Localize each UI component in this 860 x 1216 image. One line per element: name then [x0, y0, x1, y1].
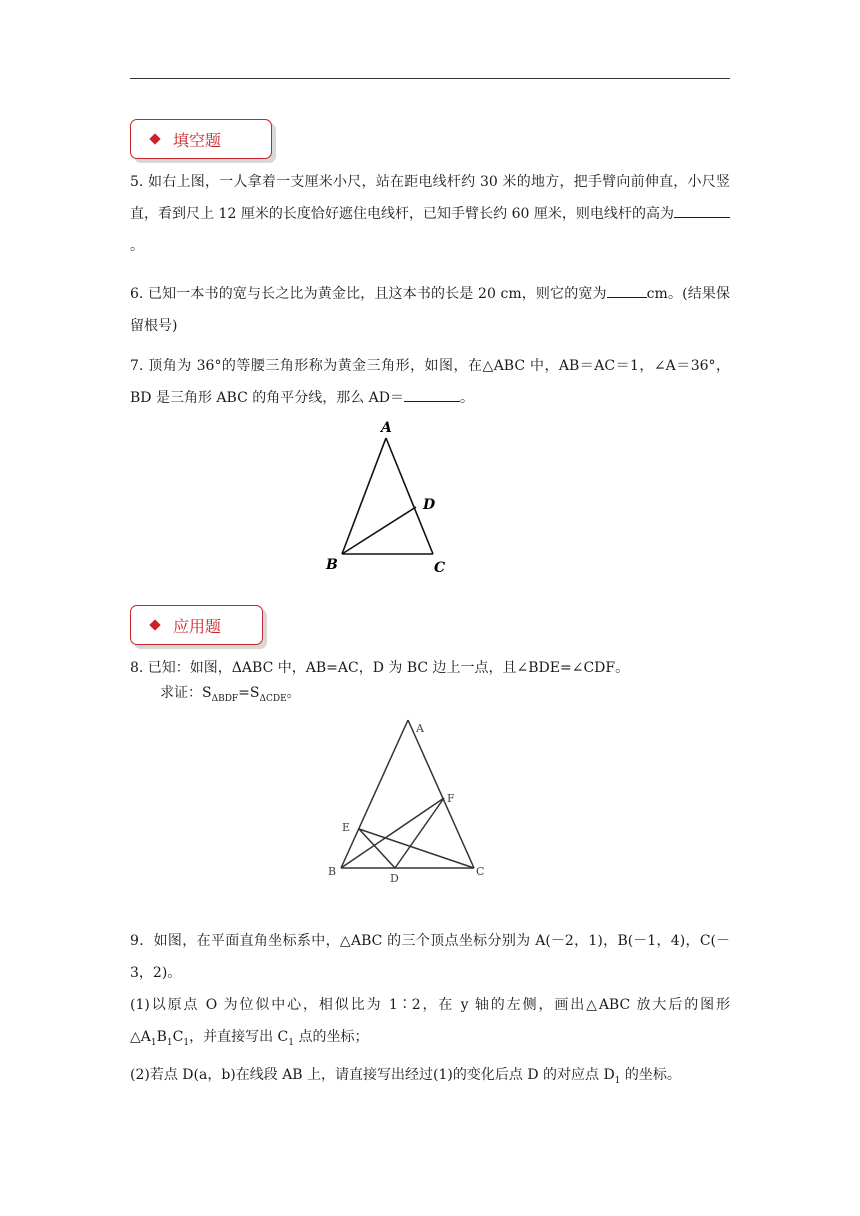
- section-title: 填空题: [173, 130, 222, 150]
- segment-ac: [386, 438, 433, 554]
- label-e: E: [342, 821, 351, 834]
- question-8: 8. 已知：如图，ΔABC 中，AB=AC，D 为 BC 边上一点，且∠BDE=∠CDF。 求证：$S_{\Delta BDF}=S_{\Delta CDE}$。: [130, 652, 730, 712]
- label-a: A: [381, 420, 392, 436]
- label-b: B: [326, 557, 338, 573]
- label-d: D: [390, 872, 399, 885]
- label-c: C: [476, 865, 485, 878]
- label-d: D: [423, 497, 436, 513]
- prove-statement: 求证：$S_{\Delta BDF}=S_{\Delta CDE}$。: [160, 685, 301, 704]
- diamond-icon: [149, 619, 160, 630]
- figure-triangle-abc: [320, 412, 460, 582]
- segment-ab: [342, 438, 386, 554]
- question-9-part-1: (1)以原点 O 为位似中心，相似比为 1∶2，在 y 轴的左侧，画出△ABC 放大后的图形$\triangle A_1B_1C_1$，并直接写出 $C_1$ 点的坐标；: [130, 997, 730, 1048]
- question-6: 6. 已知一本书的宽与长之比为黄金比，且这本书的长是 20 cm，则它的宽为 cm。(结果保留根号): [130, 278, 730, 342]
- answer-blank: [607, 282, 647, 298]
- answer-blank: [674, 202, 730, 218]
- figure-triangle-abc-def: [322, 712, 502, 892]
- label-b: B: [328, 865, 337, 878]
- section-tag-fill-in: [130, 119, 272, 159]
- label-a: A: [416, 722, 424, 735]
- question-9-part-2: (2)若点 D(a，b)在线段 AB 上，请直接写出经过(1)的变化后点 D 的对应点 $D_1$ 的坐标。: [130, 1066, 681, 1086]
- label-f: F: [447, 792, 455, 805]
- section-title: 应用题: [173, 616, 222, 636]
- question-9: 9．如图，在平面直角坐标系中，△ABC 的三个顶点坐标分别为 A(－2，1)，B(－1，4)，C(－3，2)。 (1)以原点 O 为位似中心，相似比为 1∶2，在 y 轴的左侧，画出△ABC 放大后的图形$\triangle A_1B_1C_1$，并直接写出 $C_1$ 点的坐标； (2)若点 D(a，b)在线段 AB 上，请直接写出经过(1)的变化后点 D 的对应点 $D_1$ 的坐标。: [130, 925, 730, 1097]
- section-tag-application: [130, 605, 263, 645]
- label-c: C: [434, 560, 446, 576]
- question-7: 7. 顶角为 36°的等腰三角形称为黄金三角形，如图，在△ABC 中，AB＝AC＝1，∠A＝36°，BD 是三角形 ABC 的角平分线，那么 AD＝ 。: [130, 358, 730, 406]
- diamond-icon: [149, 133, 160, 144]
- question-5: 5. 如右上图，一人拿着一支厘米小尺，站在距电线杆约 30 米的地方，把手臂向前伸直，小尺竖直，看到尺上 12 厘米的长度恰好遮住电线杆，已知手臂长约 60 厘米，则电线杆的高为。: [130, 174, 730, 254]
- header-rule: [130, 78, 730, 79]
- answer-blank: [404, 386, 460, 402]
- segment-bd: [342, 507, 416, 554]
